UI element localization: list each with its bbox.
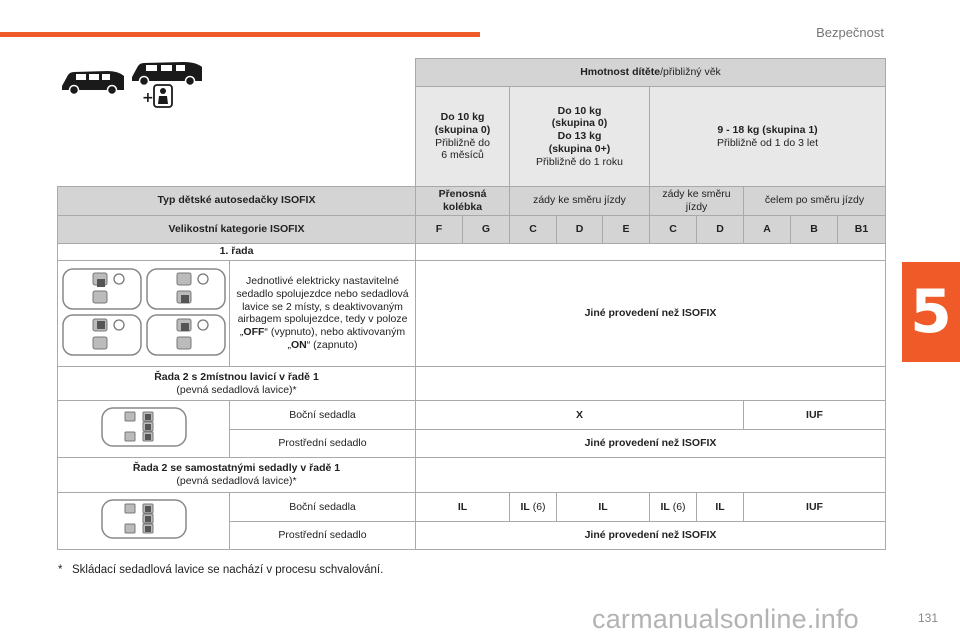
- size-class-cell: D: [697, 215, 744, 243]
- car-seat-layout-icon: [99, 497, 189, 541]
- svg-text:+: +: [141, 89, 154, 106]
- empty-cell: [416, 243, 886, 260]
- size-class-cell: F: [416, 215, 463, 243]
- isofix-table: [57, 58, 886, 550]
- row2a-seat-diagram: [58, 401, 230, 458]
- size-class-cell: E: [603, 215, 650, 243]
- group-0-cell: Do 10 kg (skupina 0) Přibližně do 6 měsíců: [416, 87, 510, 187]
- empty-cell: [416, 458, 886, 493]
- row2b-middle-value: Jiné provedení než ISOFIX: [416, 522, 886, 550]
- row2b-middle-label: Prostřední sedadlo: [230, 522, 416, 550]
- seat-type-carrycot: Přenosná kolébka: [416, 187, 510, 216]
- row2b-seat-diagram: [58, 493, 230, 550]
- row2b-side-value: IL: [697, 493, 744, 522]
- van-icon: [132, 62, 202, 86]
- group-0plus-cell: Do 10 kg (skupina 0) Do 13 kg (skupina 0+) Přibližně do 1 roku: [510, 87, 650, 187]
- size-class-cell: A: [744, 215, 791, 243]
- seat-type-forward: čelem po směru jízdy: [744, 187, 886, 216]
- row1-value: Jiné provedení než ISOFIX: [416, 260, 886, 367]
- van-icon: [62, 71, 124, 95]
- watermark: carmanualsonline.info: [592, 604, 859, 634]
- row2b-side-value: IL: [557, 493, 650, 522]
- row1-description: Jednotlivé elektricky nastavitelné sedadlo spolujezdce nebo sedadlová lavice se 2 místy, s deaktivovaným airbagem spolujezdce, tedy v poloze „OFF“ (vypnuto), nebo aktivovaným „ON“ (zapnuto): [230, 260, 416, 367]
- van-icons: [58, 59, 238, 119]
- row2a-title-cell: Řada 2 s 2místnou lavicí v řadě 1 (pevná sedadlová lavice)*: [58, 367, 416, 401]
- row2b-side-value: IL (6): [650, 493, 697, 522]
- size-class-cell: D: [557, 215, 603, 243]
- row2a-middle-label: Prostřední sedadlo: [230, 430, 416, 458]
- size-class-cell: B1: [838, 215, 886, 243]
- row1-seat-diagrams: [58, 260, 230, 367]
- footnote-mark: *: [58, 564, 63, 576]
- row2b-title-cell: Řada 2 se samostatnými sedadly v řadě 1 (pevná sedadlová lavice)*: [58, 458, 416, 493]
- row1-title: 1. řada: [58, 243, 416, 260]
- seat-type-label: Typ dětské autosedačky ISOFIX: [58, 187, 416, 216]
- child-seat-icon: [142, 85, 172, 107]
- row2b-side-label: Boční sedadla: [230, 493, 416, 522]
- car-seat-layout-icon: [59, 265, 229, 359]
- chapter-number-tab: 5: [902, 262, 960, 362]
- row2a-side-x: X: [416, 401, 744, 430]
- accent-bar: [0, 32, 480, 37]
- row2a-side-iuf: IUF: [744, 401, 886, 430]
- page-number: 131: [917, 611, 938, 625]
- seat-type-rearward-1: zády ke směru jízdy: [510, 187, 650, 216]
- size-class-cell: C: [510, 215, 557, 243]
- group-1-cell: 9 - 18 kg (skupina 1) Přibližně od 1 do 3 let: [650, 87, 886, 187]
- row2a-side-label: Boční sedadla: [230, 401, 416, 430]
- row2b-side-value: IL (6): [510, 493, 557, 522]
- vehicle-icons-area: [58, 59, 416, 187]
- footnote: [58, 564, 383, 576]
- size-class-cell: B: [791, 215, 838, 243]
- car-seat-layout-icon: [99, 405, 189, 449]
- row2a-middle-value: Jiné provedení než ISOFIX: [416, 430, 886, 458]
- row2b-side-value: IL: [416, 493, 510, 522]
- seat-type-rearward-2: zády ke směru jízdy: [650, 187, 744, 216]
- section-title: Bezpečnost: [816, 25, 884, 40]
- size-class-cell: C: [650, 215, 697, 243]
- size-class-cell: G: [463, 215, 510, 243]
- empty-cell: [416, 367, 886, 401]
- footnote-text: Skládací sedadlová lavice se nachází v procesu schvalování.: [72, 564, 384, 576]
- size-class-label: Velikostní kategorie ISOFIX: [58, 215, 416, 243]
- weight-header: Hmotnost dítěte/přibližný věk: [416, 59, 886, 87]
- row2b-side-value: IUF: [744, 493, 886, 522]
